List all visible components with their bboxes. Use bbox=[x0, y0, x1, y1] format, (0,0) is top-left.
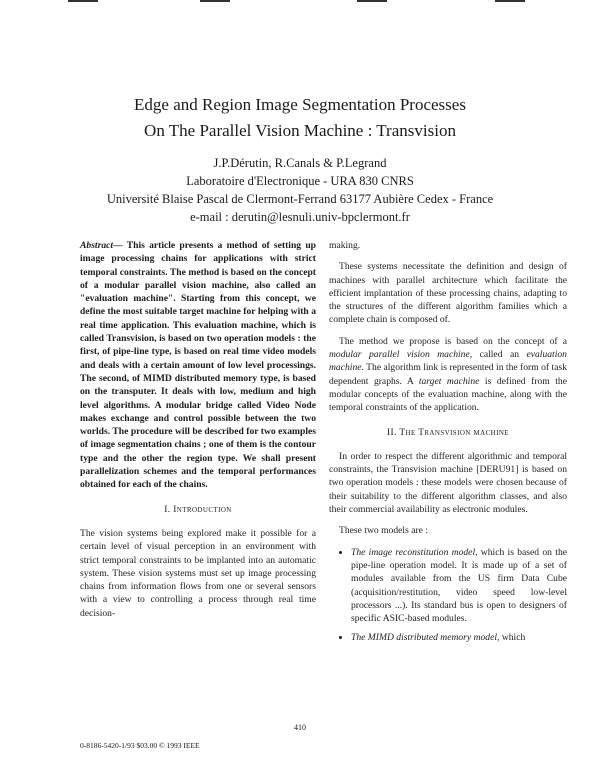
list-item bbox=[351, 631, 567, 644]
bullet-1-text: which is based on the pipe-line operation model. It is made up of a set of modules available from the US firm Data Cube (acquisition/restitution, video speed low-level processors ...). Its standard bus is open to designers of specific ASIC-based modules. bbox=[351, 546, 567, 625]
intro-paragraph: The vision systems being explored make it possible for a certain level of visual perception in an environment with strict temporal constraints to be implanted into an automatic system. These vision systems must set up image processing chains from information flows from one or several sensors with a view to controlling a process through real time decision- bbox=[80, 527, 316, 619]
abstract bbox=[80, 239, 316, 492]
paper-title-line-1: Edge and Region Image Segmentation Processes bbox=[134, 95, 466, 114]
left-column bbox=[80, 239, 316, 628]
paragraph-systems: These systems necessitate the definition and design of machines with parallel architecture which facilitate the efficient implantation of these processing chains, adapting to the structures of the different algorithm families which a complete chain is composed of. bbox=[329, 261, 567, 326]
continued-text: making. bbox=[329, 240, 361, 251]
paper-title-line-2: On The Parallel Vision Machine : Transvision bbox=[144, 121, 456, 140]
method-text-d: is defined from the modular concepts of the evaluation machine, along with the temporal constraints of the application. bbox=[329, 375, 567, 414]
page-number: 410 bbox=[294, 723, 306, 732]
email: e-mail : derutin@lesnuli.univ-bpclermont.fr bbox=[190, 210, 410, 224]
abstract-body: This article presents a method of setting up image processing chains for applications with strict temporal constraints. The method is based on the concept of a modular parallel vision machine, also called an "evaluation machine". Starting from this concept, we define the most suitable target machine for helping with a real time application. This evaluation machine, which is called Transvision, is based on two operation models : the first, of pipe-line type, is based on real time video models and deals with a certain amount of low level processings. The second, of MIMD distributed memory type, is based on the transputer. It deals with low, medium and high level algorithms. A modular bridge called Video Node makes exchange and control possible between the two worlds. The procedure will be described for two examples of image segmentation chains ; one of them is the contour type and the other the region type. We shall present parallelization schemes and the temporal performances obtained for each of the chains. bbox=[80, 240, 316, 491]
bullet-2-text: which bbox=[499, 632, 526, 644]
bullet-2-emph: The MIMD distributed memory model, bbox=[351, 632, 500, 644]
authors: J.P.Dérutin, R.Canals & P.Legrand bbox=[213, 156, 387, 170]
top-rule-4 bbox=[495, 0, 525, 2]
paragraph-constraints: In order to respect the different algorithmic and temporal constraints, the Transvision machine [DERU91] is based on two operation models : these models were chosen because of their suitability to the different algorithm classes, and also their commercial availability as electronic modules. bbox=[329, 450, 567, 516]
method-text-c: . The algorithm link is represented in the form of task dependent graphs. A bbox=[329, 362, 567, 387]
list-item bbox=[351, 546, 567, 626]
top-rule-3 bbox=[357, 0, 387, 2]
university-affiliation: Université Blaise Pascal de Clermont-Ferrand 63177 Aubière Cedex - France bbox=[106, 192, 494, 206]
abstract-label: Abstract— bbox=[80, 240, 123, 251]
bullet-1-emph: The image reconstitution model, bbox=[351, 546, 478, 558]
method-text-b: , called an bbox=[469, 349, 527, 361]
right-column bbox=[329, 239, 567, 651]
method-emph-1: modular parallel vision machine bbox=[329, 349, 470, 361]
top-rule-2 bbox=[200, 0, 230, 2]
models-list bbox=[329, 546, 567, 645]
top-rule-1 bbox=[68, 0, 98, 2]
copyright-footer: 0-8186-5420-1/93 $03.00 © 1993 IEEE bbox=[80, 741, 200, 750]
method-emph-2: evaluation machine bbox=[329, 349, 567, 374]
paragraph-method bbox=[329, 335, 567, 415]
method-emph-3: target machine bbox=[418, 375, 480, 387]
section-2-heading: II. The Transvision machine bbox=[387, 427, 509, 438]
method-text-a: The method we propose is based on the concept of a bbox=[339, 335, 567, 347]
lab-affiliation: Laboratoire d'Electronique - URA 830 CNRS bbox=[186, 174, 414, 188]
paragraph-two-models: These two models are : bbox=[339, 525, 428, 537]
section-1-heading: I. Introduction bbox=[164, 504, 232, 515]
